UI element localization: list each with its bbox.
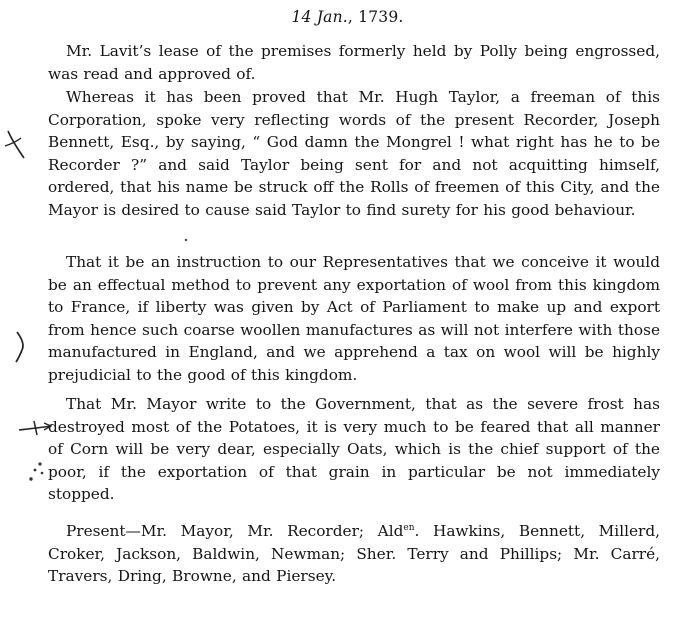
present-prefix: Present—Mr. Mayor, Mr. Recorder; Ald xyxy=(66,522,404,541)
stray-dot xyxy=(184,238,188,242)
margin-bracket-mark xyxy=(14,330,30,364)
paragraph-present xyxy=(48,517,660,588)
present-superscript: en xyxy=(403,523,415,533)
margin-arrow-mark xyxy=(18,418,52,438)
margin-dots-mark xyxy=(26,460,48,484)
paragraph-wool: That it be an instruction to our Representatives that we conceive it would be an effectual method to prevent any exportation of wool from this kingdom to France, if liberty was given by Act of Parliament to make up and export from hence such coarse woollen manufactures as will not interfere with those manufactured in England, and we apprehend a tax on wool will be highly prejudicial to the good of this kingdom. xyxy=(48,253,660,384)
present-rest: . Hawkins, Bennett, Millerd, Croker, Jackson, Baldwin, Newman; Sher. Terry and Phillips; Mr. Carré, Travers, Dring, Browne, and Piersey. xyxy=(48,522,661,586)
paragraph-taylor: Whereas it has been proved that Mr. Hugh Taylor, a freeman of this Corporation, spoke very reflecting words of the present Recorder, Joseph Bennett, Esq., by saying, “ God damn the Mongrel ! what right has he to be Recorder ?” and said Taylor being sent for and not acquitting himself, ordered, that his name be struck off the Rolls of freemen of this City, and the Mayor is desired to cause said Taylor to find surety for his good behaviour. xyxy=(48,88,660,219)
paragraph-potatoes: That Mr. Mayor write to the Government, that as the severe frost has destroyed most of the Potatoes, it is very much to be feared that all manner of Corn will be very dear, especially Oats, which is the chief support of the poor, if the exportation of that grain in particular be not immediately stopped. xyxy=(48,395,660,504)
entry-date xyxy=(0,8,695,26)
paragraph-lease: Mr. Lavit’s lease of the premises formerly held by Polly being engrossed, was read and approved of. xyxy=(48,42,660,83)
date-year: , 1739. xyxy=(347,8,404,26)
margin-cross-mark xyxy=(2,128,28,160)
date-month: 14 Jan. xyxy=(291,8,348,26)
